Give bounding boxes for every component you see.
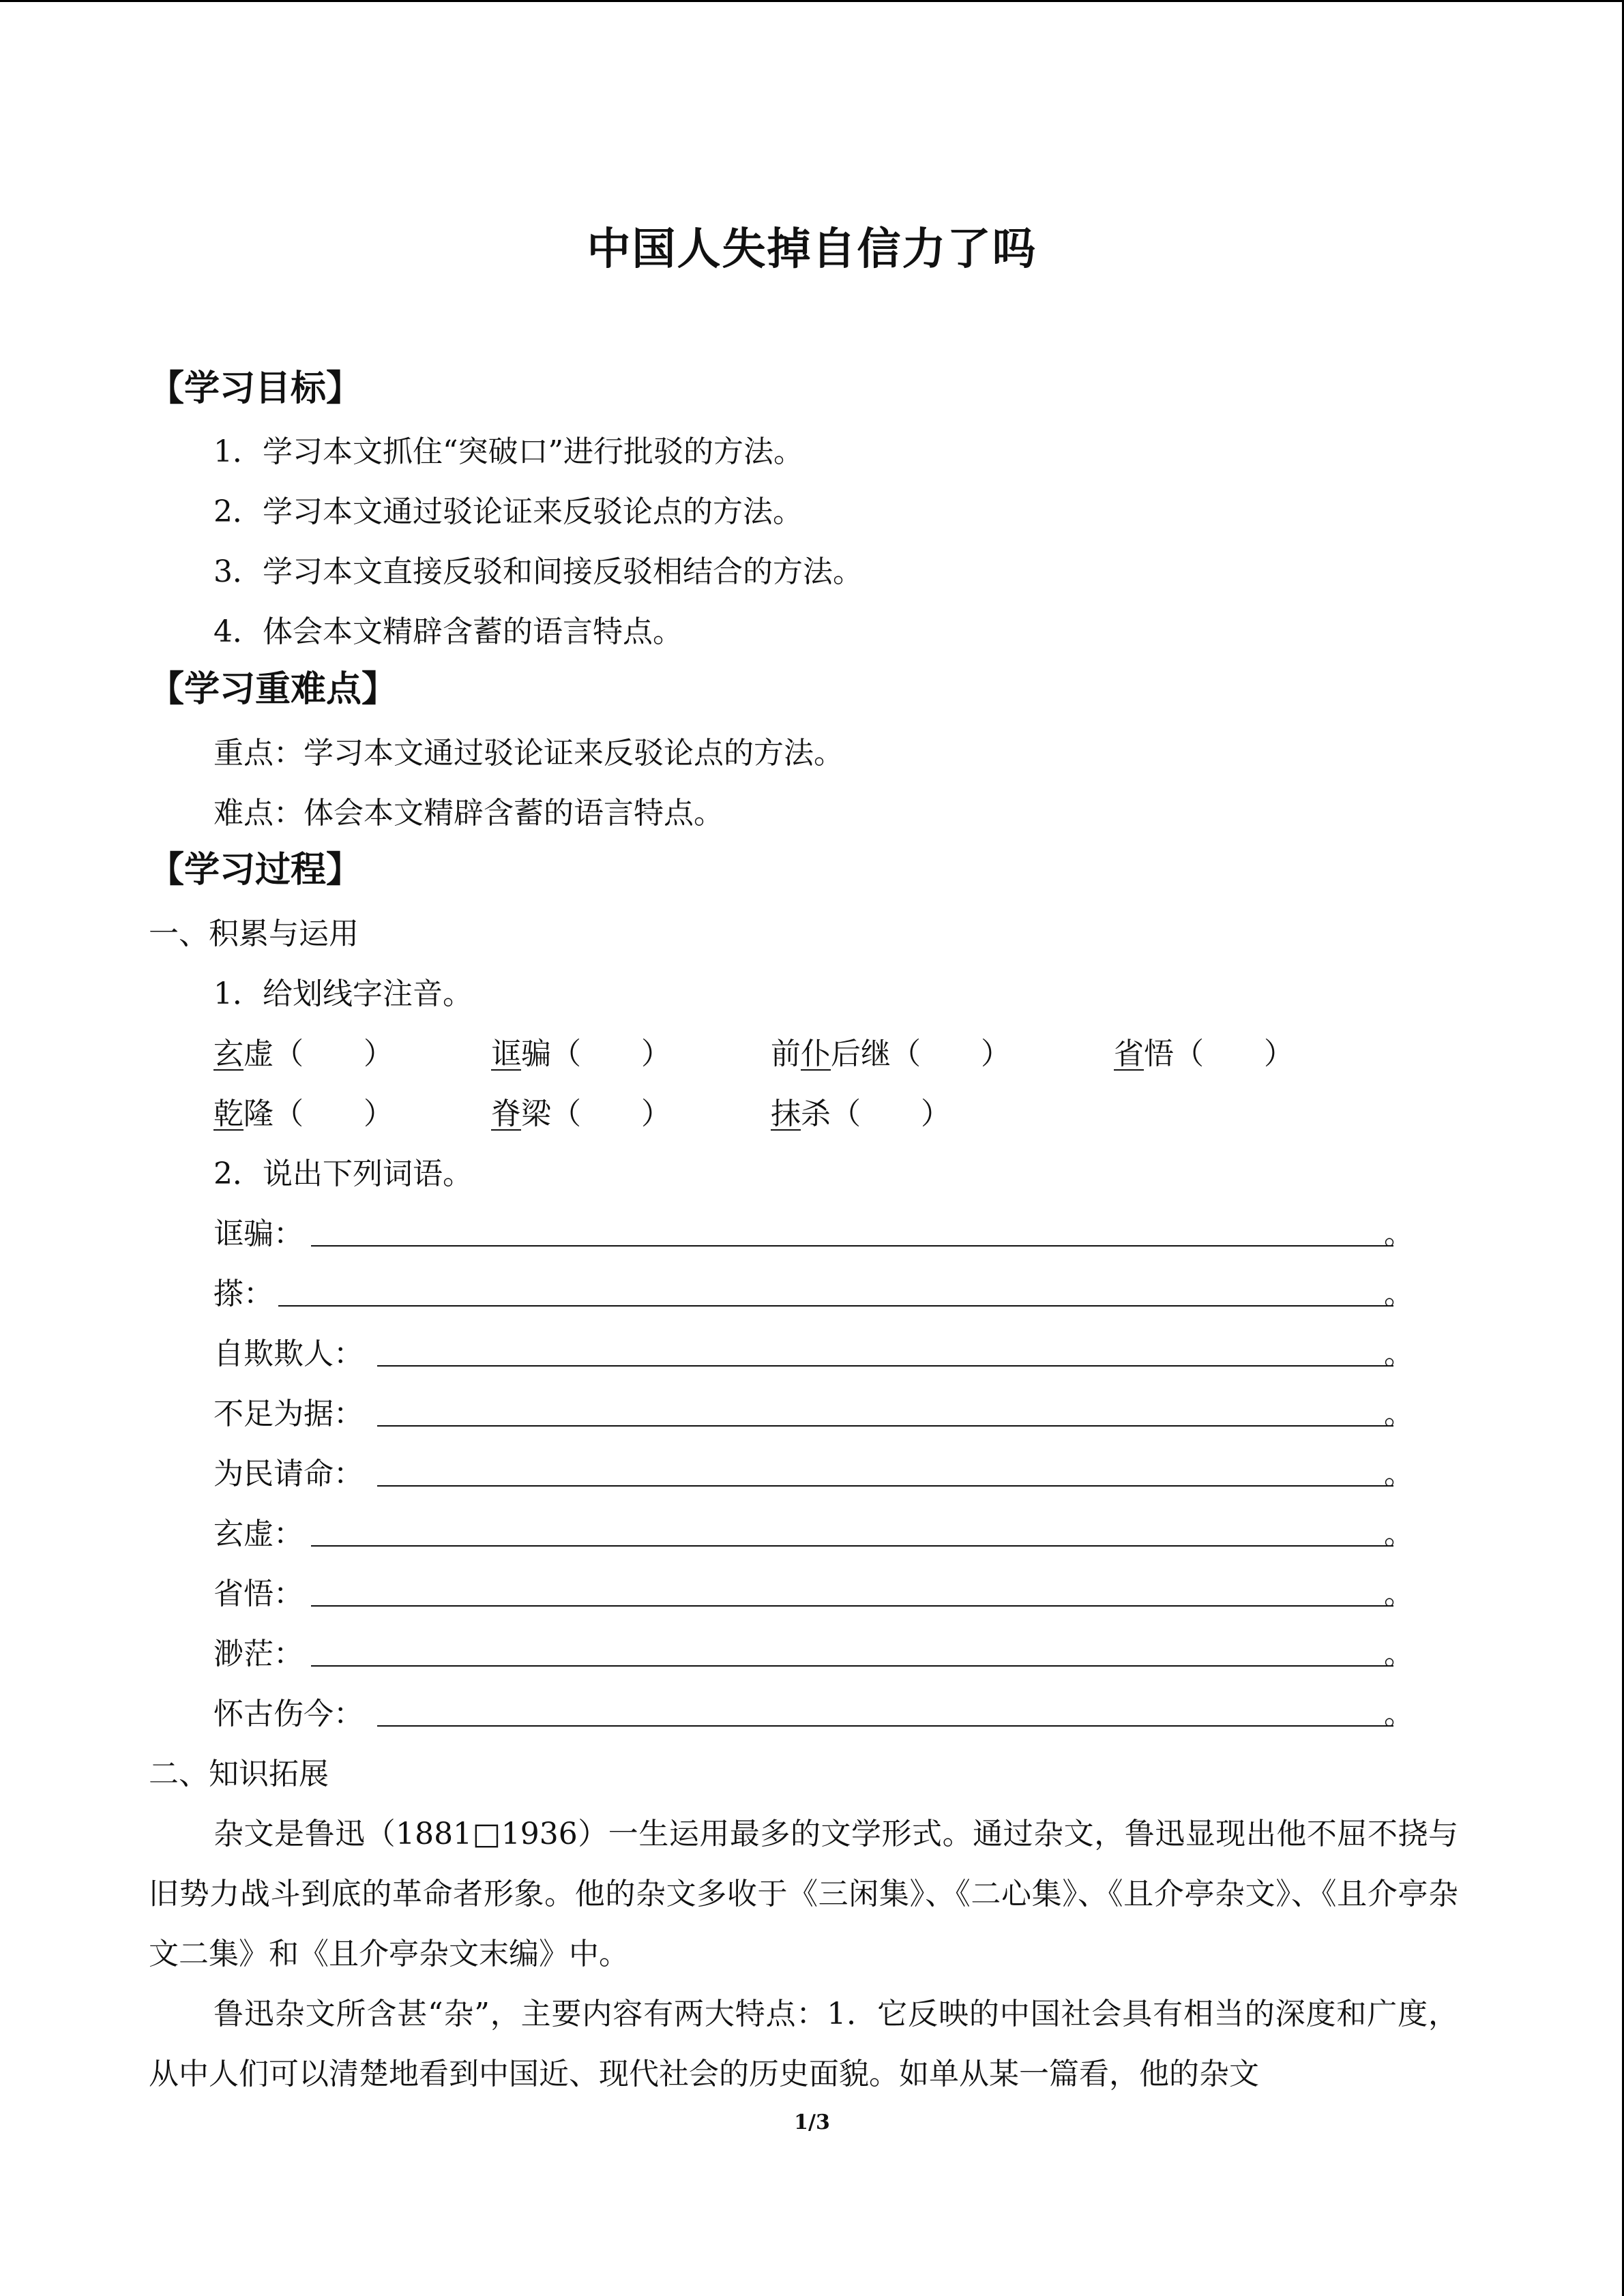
period: 。 [1384, 1517, 1414, 1551]
answer-blank[interactable] [278, 1305, 1393, 1307]
pinyin-item: 抹杀（ ） [771, 1097, 951, 1131]
goal-item-2: 2．学习本文通过驳论证来反驳论点的方法。 [213, 494, 803, 529]
underlined-char: 诓 [491, 1037, 521, 1071]
underlined-char: 玄 [213, 1037, 243, 1071]
section-accumulate: 一、积累与运用 [149, 916, 359, 951]
pinyin-item: 玄虚（ ） [213, 1037, 394, 1071]
pinyin-item: 前仆后继（ ） [771, 1037, 1011, 1071]
hard-point: 难点：体会本文精辟含蓄的语言特点。 [213, 796, 724, 831]
underlined-char: 抹 [771, 1097, 801, 1131]
term-label: 怀古伤今： [213, 1697, 364, 1731]
term-label: 渺茫： [213, 1637, 304, 1671]
answer-blank[interactable] [377, 1485, 1393, 1487]
underlined-char: 脊 [491, 1097, 521, 1131]
term-label: 搽： [213, 1277, 274, 1311]
answer-blank[interactable] [311, 1245, 1393, 1247]
period: 。 [1384, 1577, 1414, 1611]
page-title: 中国人失掉自信力了吗 [587, 224, 1037, 275]
paragraph-1: 杂文是鲁迅（1881□1936）一生运用最多的文学形式。通过杂文，鲁迅显现出他不屈不挠与旧势力战斗到底的革命者形象。他的杂文多收于《三闲集》、《二心集》、《且介亭杂文》、《且介亭杂文二集》和《且介亭杂文末编》中。 [149, 1817, 1458, 1971]
section-knowledge: 二、知识拓展 [149, 1757, 329, 1791]
pinyin-item: 诓骗（ ） [491, 1037, 671, 1071]
question-1: 1．给划线字注音。 [213, 976, 473, 1011]
underlined-char: 仆 [801, 1037, 831, 1071]
paragraph-2: 鲁迅杂文所含甚“杂”，主要内容有两大特点：1．它反映的中国社会具有相当的深度和广度，从中人们可以清楚地看到中国近、现代社会的历史面貌。如单从某一篇看，他的杂文 [149, 1997, 1458, 2091]
answer-blank[interactable] [377, 1365, 1393, 1367]
term-row [213, 1394, 1414, 1435]
process-heading: 【学习过程】 [149, 850, 362, 891]
period: 。 [1384, 1697, 1414, 1731]
term-row [213, 1634, 1414, 1675]
term-label: 为民请命： [213, 1457, 364, 1491]
answer-blank[interactable] [377, 1425, 1393, 1427]
term-row [213, 1334, 1414, 1375]
goals-heading: 【学习目标】 [149, 368, 362, 409]
term-row [213, 1694, 1414, 1735]
term-row [213, 1574, 1414, 1615]
question-2: 2．说出下列词语。 [213, 1157, 473, 1191]
term-row [213, 1514, 1414, 1555]
answer-blank[interactable] [311, 1665, 1393, 1667]
pinyin-item: 脊梁（ ） [491, 1097, 671, 1131]
term-row [213, 1454, 1414, 1495]
difficulty-heading: 【学习重难点】 [149, 669, 398, 710]
period: 。 [1384, 1637, 1414, 1671]
period: 。 [1384, 1337, 1414, 1371]
pinyin-item: 乾隆（ ） [213, 1097, 394, 1131]
term-label: 自欺欺人： [213, 1337, 364, 1371]
underlined-char: 乾 [213, 1097, 243, 1131]
page-number: 1/3 [794, 2111, 830, 2134]
term-row [213, 1214, 1414, 1255]
period: 。 [1384, 1277, 1414, 1311]
term-label: 省悟： [213, 1577, 304, 1611]
goal-item-3: 3．学习本文直接反驳和间接反驳相结合的方法。 [213, 554, 863, 589]
pinyin-item: 省悟（ ） [1114, 1037, 1294, 1071]
term-label: 诓骗： [213, 1217, 304, 1251]
goal-item-4: 4．体会本文精辟含蓄的语言特点。 [213, 614, 683, 649]
term-row [213, 1274, 1414, 1315]
underlined-char: 省 [1114, 1037, 1144, 1071]
term-label: 不足为据： [213, 1397, 364, 1431]
period: 。 [1384, 1457, 1414, 1491]
key-point: 重点：学习本文通过驳论证来反驳论点的方法。 [213, 736, 844, 771]
goal-item-1: 1．学习本文抓住“突破口”进行批驳的方法。 [213, 434, 803, 469]
answer-blank[interactable] [377, 1725, 1393, 1727]
term-label: 玄虚： [213, 1517, 304, 1551]
answer-blank[interactable] [311, 1605, 1393, 1607]
answer-blank[interactable] [311, 1545, 1393, 1547]
period: 。 [1384, 1397, 1414, 1431]
period: 。 [1384, 1217, 1414, 1251]
